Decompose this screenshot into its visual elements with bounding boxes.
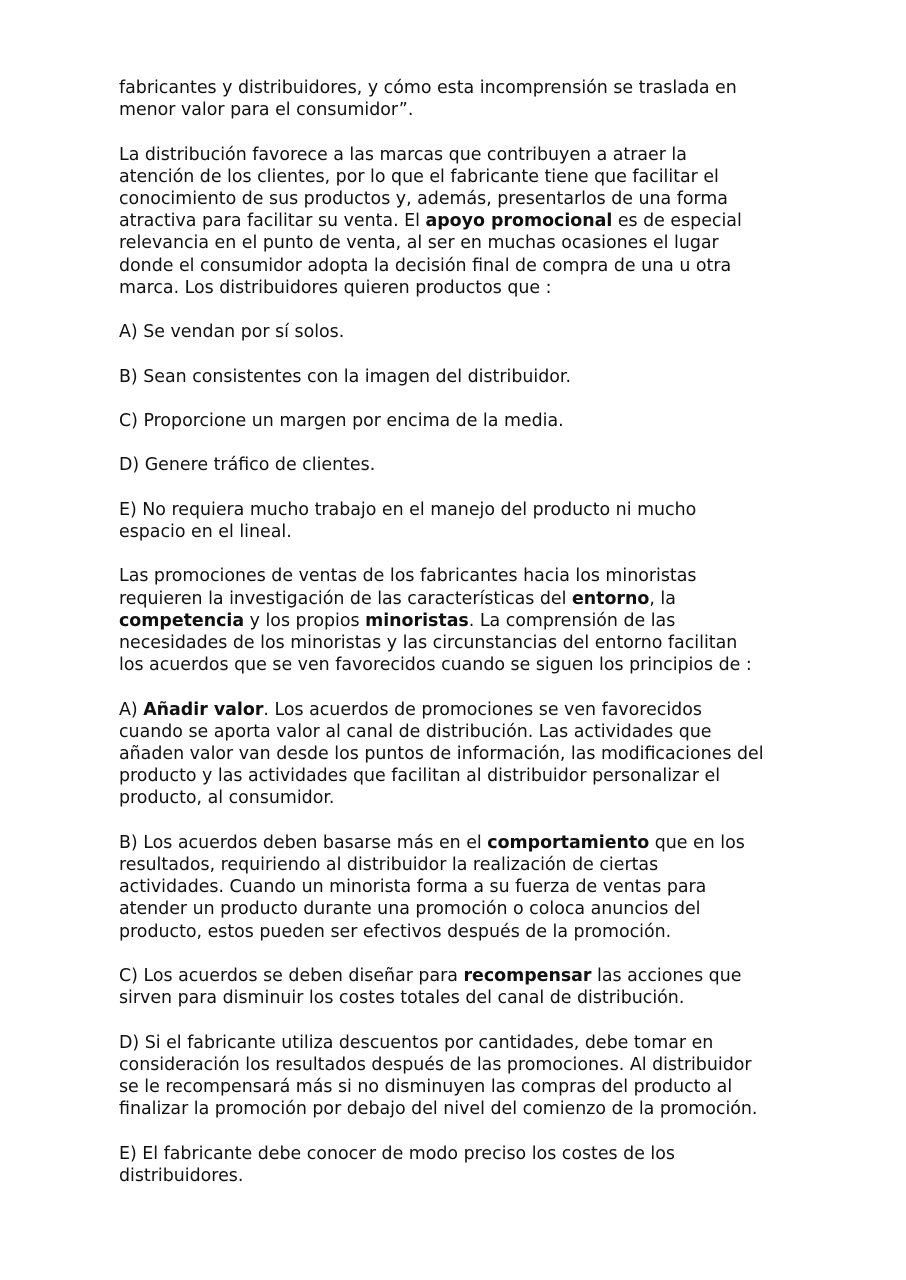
list-item-b: B) Sean consistentes con la imagen del distribuidor. xyxy=(119,366,571,387)
bold-term-comportamiento: comportamiento xyxy=(487,832,650,853)
principle-item-b xyxy=(119,832,809,943)
item-prefix: A) xyxy=(119,699,144,720)
document-page xyxy=(119,77,809,1187)
distribution-paragraph xyxy=(119,144,809,299)
item-prefix: C) Los acuerdos se deben diseñar para xyxy=(119,965,464,986)
item-text: las acciones que sirven para disminuir los costes totales del canal de distribución. xyxy=(119,965,742,1009)
list-item-d: D) Genere tráfico de clientes. xyxy=(119,455,376,476)
list-item-c: C) Proporcione un margen por encima de la media. xyxy=(119,410,564,431)
bold-term-anadir-valor: Añadir valor xyxy=(143,699,264,720)
intro-paragraph: fabricantes y distribuidores, y cómo esta incomprensión se traslada en menor valor para el consumidor”. xyxy=(119,78,737,121)
list-item-e: E) No requiera mucho trabajo en el manejo del producto ni mucho espacio en el lineal. xyxy=(119,499,697,542)
principle-item-a xyxy=(119,699,809,810)
promotions-paragraph xyxy=(119,565,809,676)
bold-term-apoyo-promocional: apoyo promocional xyxy=(425,211,613,232)
item-prefix: B) Los acuerdos deben basarse más en el xyxy=(119,832,488,853)
paragraph-text: es de especial relevancia en el punto de venta, al ser en muchas ocasiones el lugar donde el consumidor adopta la decisión final de compra de una u otra marca. Los distribuidores quieren productos que : xyxy=(119,211,742,298)
list-item-a: A) Se vendan por sí solos. xyxy=(119,322,345,343)
bold-term-competencia: competencia xyxy=(119,610,245,631)
item-text: que en los resultados, requiriendo al distribuidor la realización de ciertas actividades. Cuando un minorista forma a su fuerza de ventas para atender un producto durante una promoción o coloca anuncios del producto, estos pueden ser efectivos después de la promoción. xyxy=(119,832,745,942)
paragraph-text: , la xyxy=(649,588,676,609)
item-text: . Los acuerdos de promociones se ven favorecidos cuando se aporta valor al canal de distribución. Las actividades que añaden valor van desde los puntos de información, las modificaciones del producto y las actividades que facilitan al distribuidor personalizar el producto, al consumidor. xyxy=(119,699,764,809)
paragraph-text: La distribución favorece a las marcas que contribuyen a atraer la atención de los clientes, por lo que el fabricante tiene que facilitar el conocimiento de sus productos y, además, presentarlos de una forma atractiva para facilitar su venta. El xyxy=(119,144,728,232)
bold-term-entorno: entorno xyxy=(571,588,650,609)
paragraph-text: y los propios xyxy=(244,610,366,631)
paragraph-text: Las promociones de ventas de los fabricantes hacia los minoristas requieren la investigación de las características del xyxy=(119,566,697,609)
bold-term-recompensar: recompensar xyxy=(463,965,592,986)
principle-item-c xyxy=(119,965,809,1009)
principle-item-e: E) El fabricante debe conocer de modo preciso los costes de los distribuidores. xyxy=(119,1143,675,1186)
principle-item-d: D) Si el fabricante utiliza descuentos por cantidades, debe tomar en consideración los resultados después de las promociones. Al distribuidor se le recompensará más si no disminuyen las compras del producto al finalizar la promoción por debajo del nivel del comienzo de la promoción. xyxy=(119,1032,758,1120)
bold-term-minoristas: minoristas xyxy=(365,610,469,631)
paragraph-text: . La comprensión de las necesidades de los minoristas y las circunstancias del entorno facilitan los acuerdos que se ven favorecidos cuando se siguen los principios de : xyxy=(119,610,752,676)
